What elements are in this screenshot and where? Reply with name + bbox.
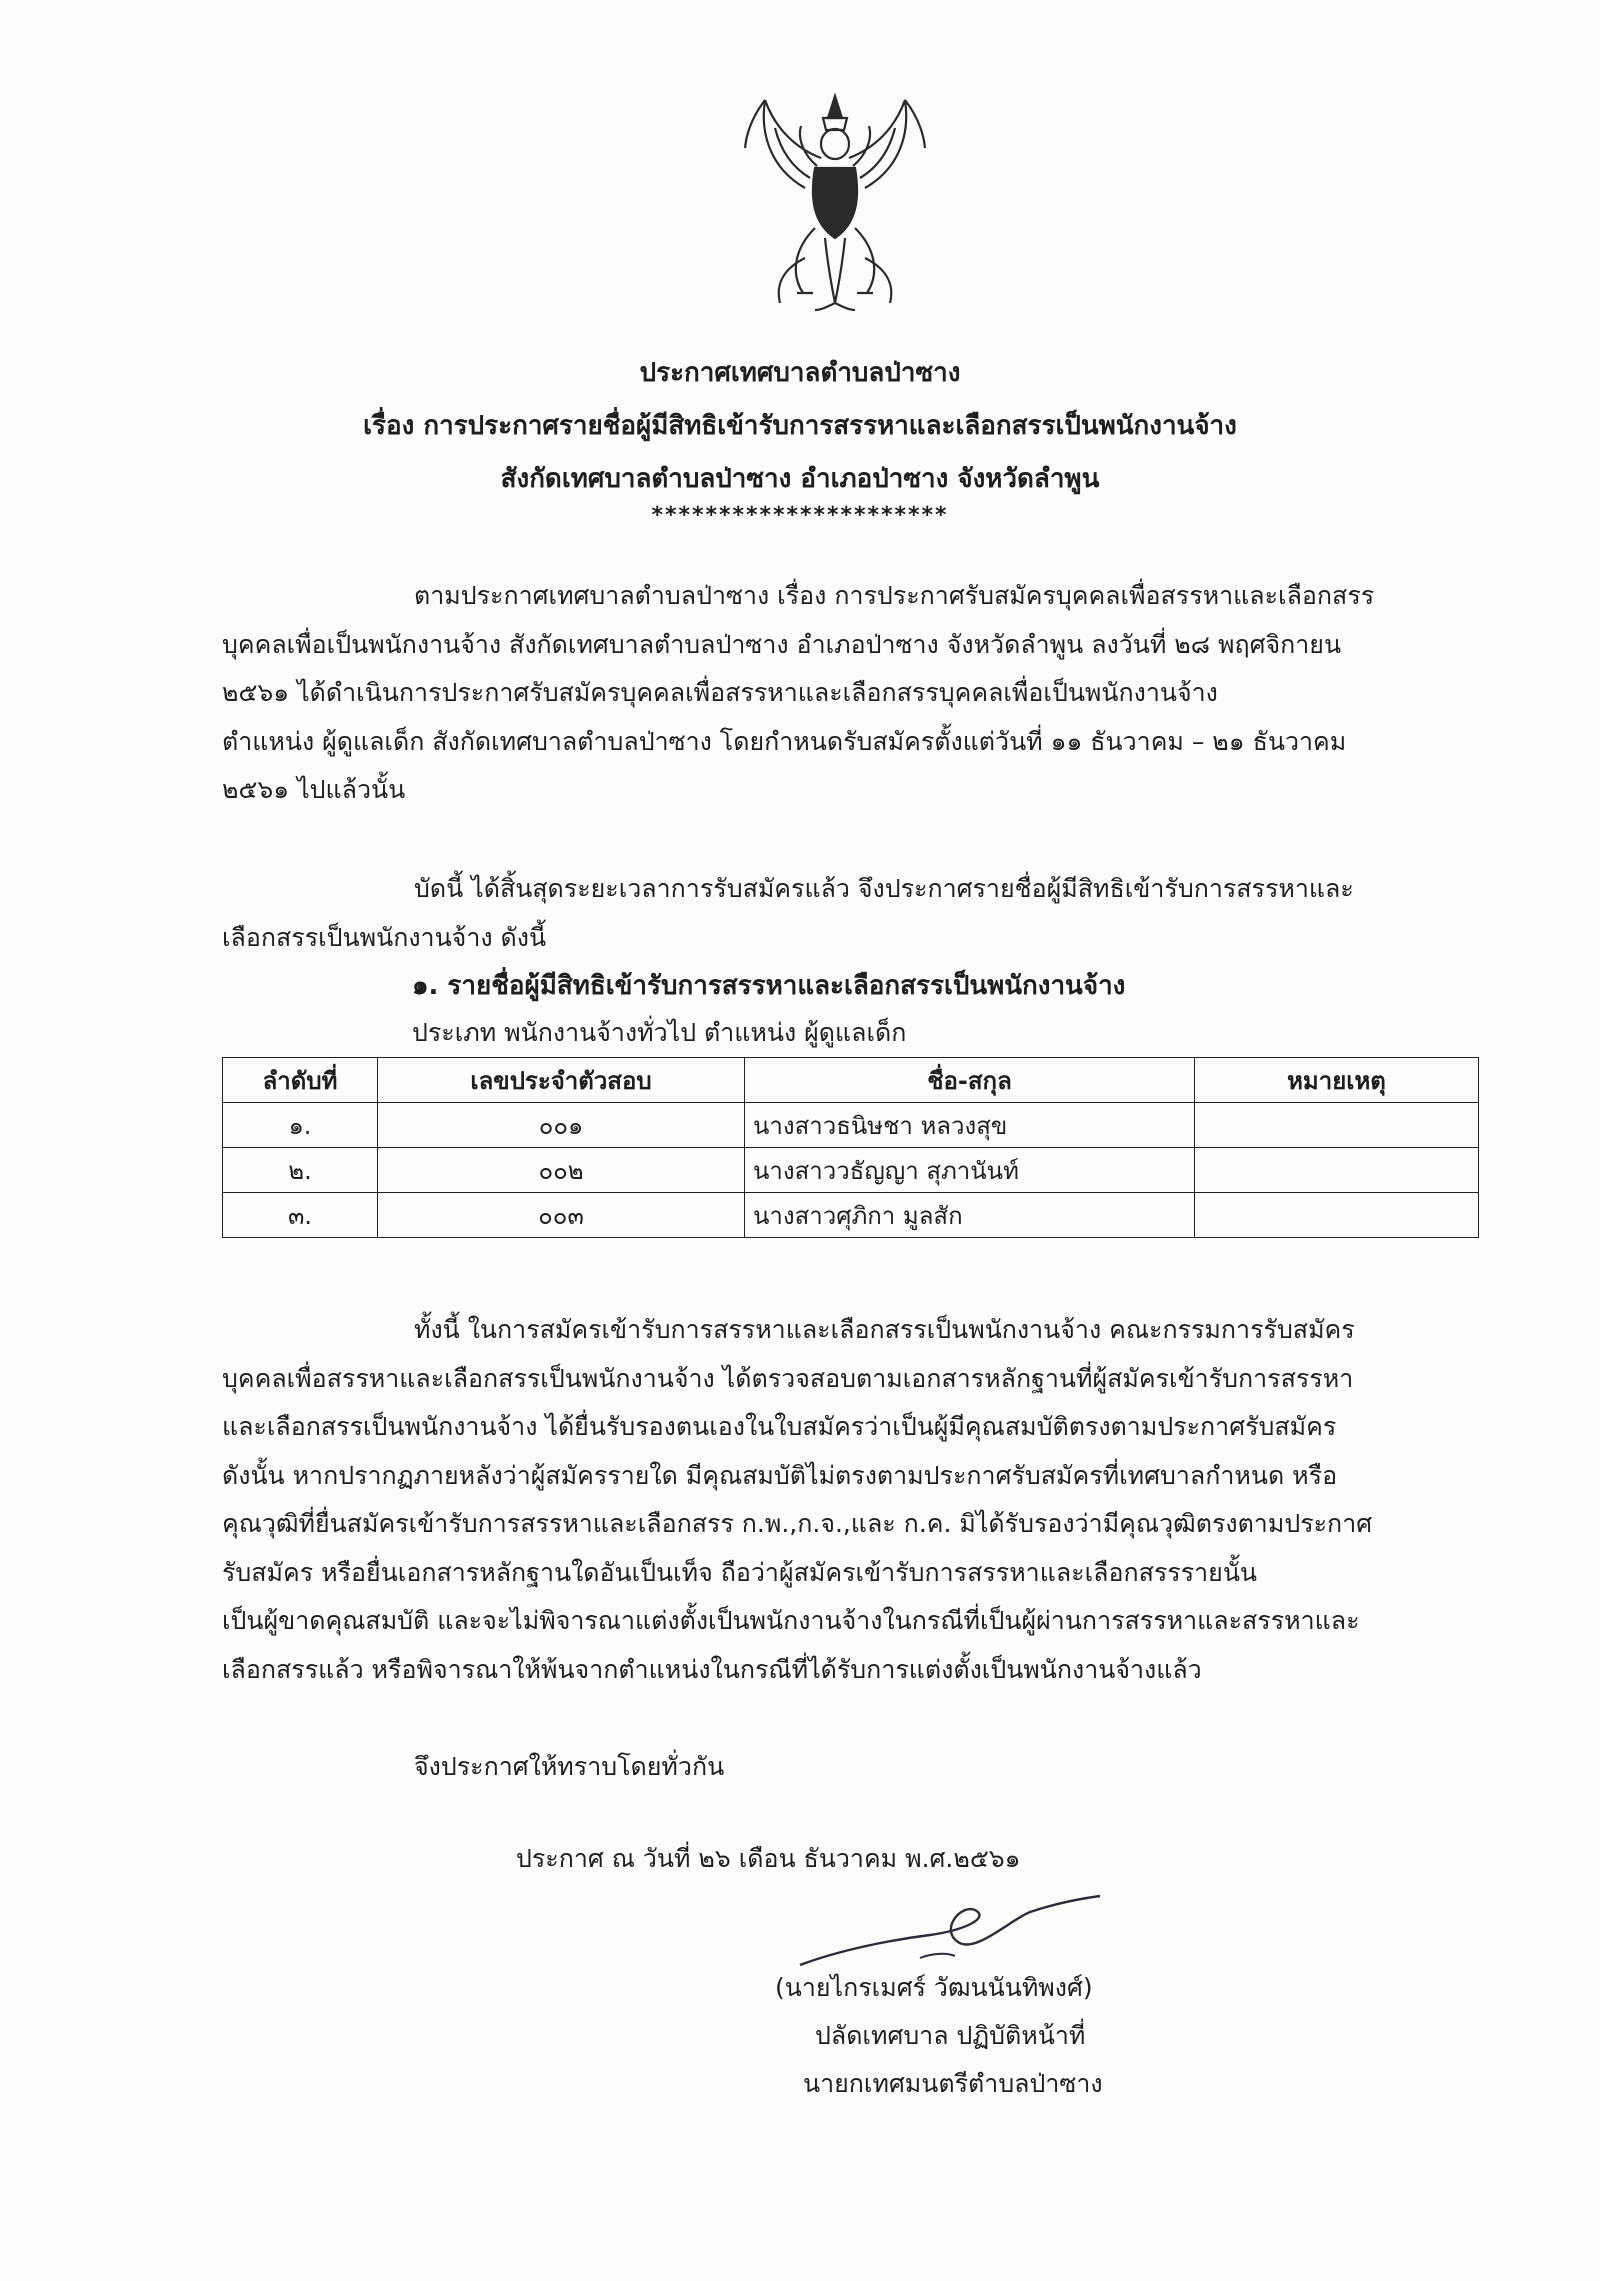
- cell-full-name: นางสาววธัญญา สุภานันท์: [745, 1148, 1195, 1193]
- separator-line: **********************: [651, 503, 949, 528]
- paragraph-conditions: ทั้งนี้ ในการสมัครเข้ารับการสรรหาและเลือกสรรเป็นพนักงานจ้าง คณะกรรมการรับสมัคร บุคคลเพื่อสรรหาและเลือกสรรเป็นพนักงานจ้าง ได้ตรวจสอบตามเอกสารหลักฐานที่ผู้สมัครเข้ารับการสรรหา และเลือกสรรเป็นพนักงานจ้าง ได้ยื่นรับรองตนเองในใบสมัครว่าเป็นผู้มีคุณสมบัติตรงตามประกาศรับสมัคร ดังนั้น หากปรากฏภายหลังว่าผู้สมัครรายใด มีคุณสมบัติไม่ตรงตามประกาศรับสมัครที่เทศบาลกำหนด หรือ คุณวุฒิที่ยื่นสมัครเข้ารับการสรรหาและเลือกสรร ก.พ.,ก.จ.,และ ก.ค. มิได้รับรองว่ามีคุณวุฒิตรงตามประกาศ รับสมัคร หรือยื่นเอกสารหลักฐานใดอันเป็นเท็จ ถือว่าผู้สมัครเข้ารับการสรรหาและเลือกสรรรายนั้น เป็นผู้ขาดคุณสมบัติ และจะไม่พิจารณาแต่งตั้งเป็นพนักงานจ้างในกรณีที่เป็นผู้ผ่านการสรรหาและสรรหาและ เลือกสรรแล้ว หรือพิจารณาให้พ้นจากตำแหน่งในกรณีที่ได้รับการแต่งตั้งเป็นพนักงานจ้างแล้ว: [222, 1315, 1373, 1684]
- cell-order: ๒.: [223, 1148, 378, 1193]
- garuda-emblem-icon: [735, 88, 935, 313]
- cell-order: ๑.: [223, 1103, 378, 1148]
- table-row: [223, 1148, 1479, 1193]
- cell-exam-id: ๐๐๓: [378, 1193, 745, 1238]
- paragraph-announcement: บัดนี้ ได้สิ้นสุดระยะเวลาการรับสมัครแล้ว จึงประกาศรายชื่อผู้มีสิทธิเข้ารับการสรรหาและ เลือกสรรเป็นพนักงานจ้าง ดังนี้: [222, 874, 1354, 952]
- subject-title: เรื่อง การประกาศรายชื่อผู้มีสิทธิเข้ารับการสรรหาและเลือกสรรเป็นพนักงานจ้าง: [363, 411, 1237, 441]
- header-order: ลำดับที่: [223, 1058, 378, 1103]
- announcement-date: ประกาศ ณ วันที่ ๒๖ เดือน ธันวาคม พ.ศ.๒๕๖๑: [516, 1844, 1021, 1873]
- header-full-name: ชื่อ-สกุล: [745, 1058, 1195, 1103]
- position-category: ประเภท พนักงานจ้างทั่วไป ตำแหน่ง ผู้ดูแลเด็ก: [412, 1018, 907, 1047]
- cell-exam-id: ๐๐๒: [378, 1148, 745, 1193]
- cell-full-name: นางสาวธนิษชา หลวงสุข: [745, 1103, 1195, 1148]
- header-remarks: หมายเหตุ: [1195, 1058, 1479, 1103]
- affiliation-title: สังกัดเทศบาลตำบลป่าซาง อำเภอป่าซาง จังหวัดลำพูน: [500, 464, 1100, 494]
- table-header-row: [223, 1058, 1479, 1103]
- table-row: [223, 1103, 1479, 1148]
- cell-full-name: นางสาวศุภิกา มูลสัก: [745, 1193, 1195, 1238]
- cell-remarks: [1195, 1193, 1479, 1238]
- cell-remarks: [1195, 1148, 1479, 1193]
- signatory-name: (นายไกรเมศร์ วัฒนนันทิพงศ์): [775, 1973, 1093, 2002]
- header-exam-id: เลขประจำตัวสอบ: [378, 1058, 745, 1103]
- signatory-block: [775, 1964, 1103, 2108]
- issuer-title: ประกาศเทศบาลตำบลป่าซาง: [639, 358, 961, 388]
- candidates-table: [222, 1057, 1479, 1238]
- cell-remarks: [1195, 1103, 1479, 1148]
- paragraph-background: ตามประกาศเทศบาลตำบลป่าซาง เรื่อง การประกาศรับสมัครบุคคลเพื่อสรรหาและเลือกสรร บุคคลเพื่อเป็นพนักงานจ้าง สังกัดเทศบาลตำบลป่าซาง อำเภอป่าซาง จังหวัดลำพูน ลงวันที่ ๒๘ พฤศจิกายน ๒๕๖๑ ได้ดำเนินการประกาศรับสมัครบุคคลเพื่อสรรหาและเลือกสรรบุคคลเพื่อเป็นพนักงานจ้าง ตำแหน่ง ผู้ดูแลเด็ก สังกัดเทศบาลตำบลป่าซาง โดยกำหนดรับสมัครตั้งแต่วันที่ ๑๑ ธันวาคม – ๒๑ ธันวาคม ๒๕๖๑ ไปแล้วนั้น: [222, 581, 1375, 804]
- closing-statement: จึงประกาศให้ทราบโดยทั่วกัน: [414, 1752, 725, 1781]
- section-title: ๑. รายชื่อผู้มีสิทธิเข้ารับการสรรหาและเลือกสรรเป็นพนักงานจ้าง: [412, 971, 1126, 1001]
- cell-order: ๓.: [223, 1193, 378, 1238]
- signatory-acting-as: นายกเทศมนตรีตำบลป่าซาง: [803, 2069, 1103, 2098]
- table-row: [223, 1193, 1479, 1238]
- cell-exam-id: ๐๐๑: [378, 1103, 745, 1148]
- signatory-position: ปลัดเทศบาล ปฏิบัติหน้าที่: [815, 2021, 1086, 2050]
